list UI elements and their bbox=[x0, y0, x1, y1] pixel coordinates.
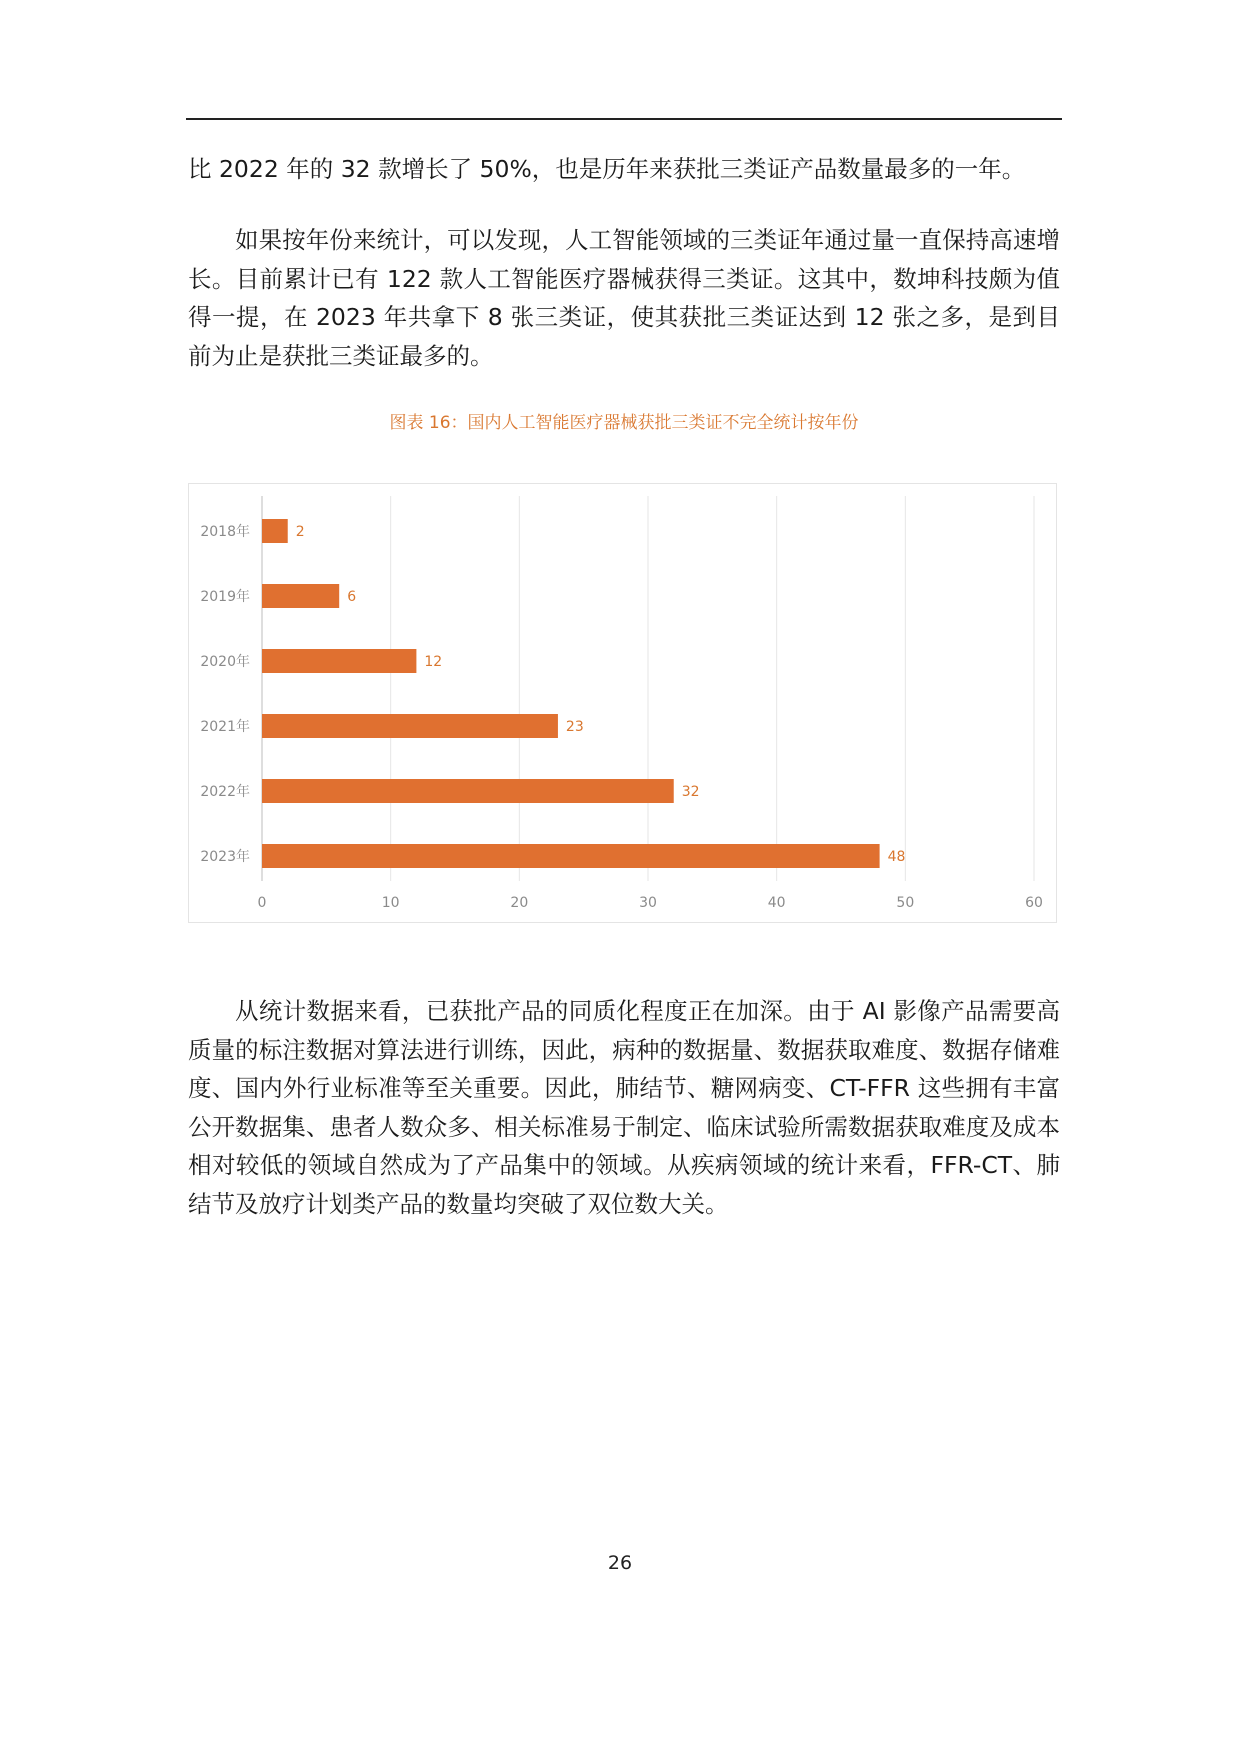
bar bbox=[262, 844, 880, 868]
x-tick-label: 10 bbox=[381, 895, 400, 911]
y-category-label: 2021年 bbox=[200, 719, 250, 735]
header-rule bbox=[186, 118, 1062, 120]
paragraph-1: 比 2022 年的 32 款增长了 50%，也是历年来获批三类证产品数量最多的一年。 bbox=[188, 155, 1026, 183]
y-category-label: 2018年 bbox=[200, 524, 250, 540]
y-category-label: 2023年 bbox=[200, 849, 250, 865]
bar bbox=[262, 649, 416, 673]
bar-chart bbox=[188, 483, 1057, 923]
x-tick-label: 60 bbox=[1025, 895, 1043, 911]
data-label: 2 bbox=[295, 524, 305, 540]
data-label: 32 bbox=[681, 784, 700, 800]
x-tick-label: 30 bbox=[639, 895, 657, 911]
figure-caption: 图表 16：国内人工智能医疗器械获批三类证不完全统计按年份 bbox=[389, 413, 859, 433]
y-category-label: 2020年 bbox=[200, 654, 250, 670]
data-label: 12 bbox=[424, 654, 443, 670]
x-tick-label: 20 bbox=[510, 895, 529, 911]
bar bbox=[262, 779, 674, 803]
y-category-label: 2022年 bbox=[200, 784, 250, 800]
y-category-label: 2019年 bbox=[200, 589, 250, 605]
bar-chart-svg bbox=[189, 484, 1058, 924]
data-label: 23 bbox=[565, 719, 584, 735]
x-tick-label: 50 bbox=[896, 895, 915, 911]
paragraph-3: 从统计数据来看，已获批产品的同质化程度正在加深。由于 AI 影像产品需要高质量的标注数据对算法进行训练，因此，病种的数据量、数据获取难度、数据存储难度、国内外行业标准等至关重要。因此，肺结节、糖网病变、CT-FFR 这些拥有丰富公开数据集、患者人数众多、相关标准易于制定、临床试验所需数据获取难度及成本相对较低的领域自然成为了产品集中的领域。从疾病领域的统计来看，FFR-CT、肺结节及放疗计划类产品的数量均突破了双位数大关。 bbox=[188, 997, 1060, 1218]
x-tick-label: 0 bbox=[257, 895, 267, 911]
bar bbox=[262, 714, 558, 738]
x-tick-label: 40 bbox=[767, 895, 786, 911]
bar bbox=[262, 519, 288, 543]
paragraph-2: 如果按年份来统计，可以发现，人工智能领域的三类证年通过量一直保持高速增长。目前累计已有 122 款人工智能医疗器械获得三类证。这其中，数坤科技颇为值得一提，在 2023 年共拿下 8 张三类证，使其获批三类证达到 12 张之多，是到目前为止是获批三类证最多的。 bbox=[188, 226, 1060, 370]
page-number: 26 bbox=[607, 1552, 633, 1574]
data-label: 6 bbox=[347, 589, 357, 605]
bar bbox=[262, 584, 339, 608]
data-label: 48 bbox=[887, 849, 906, 865]
